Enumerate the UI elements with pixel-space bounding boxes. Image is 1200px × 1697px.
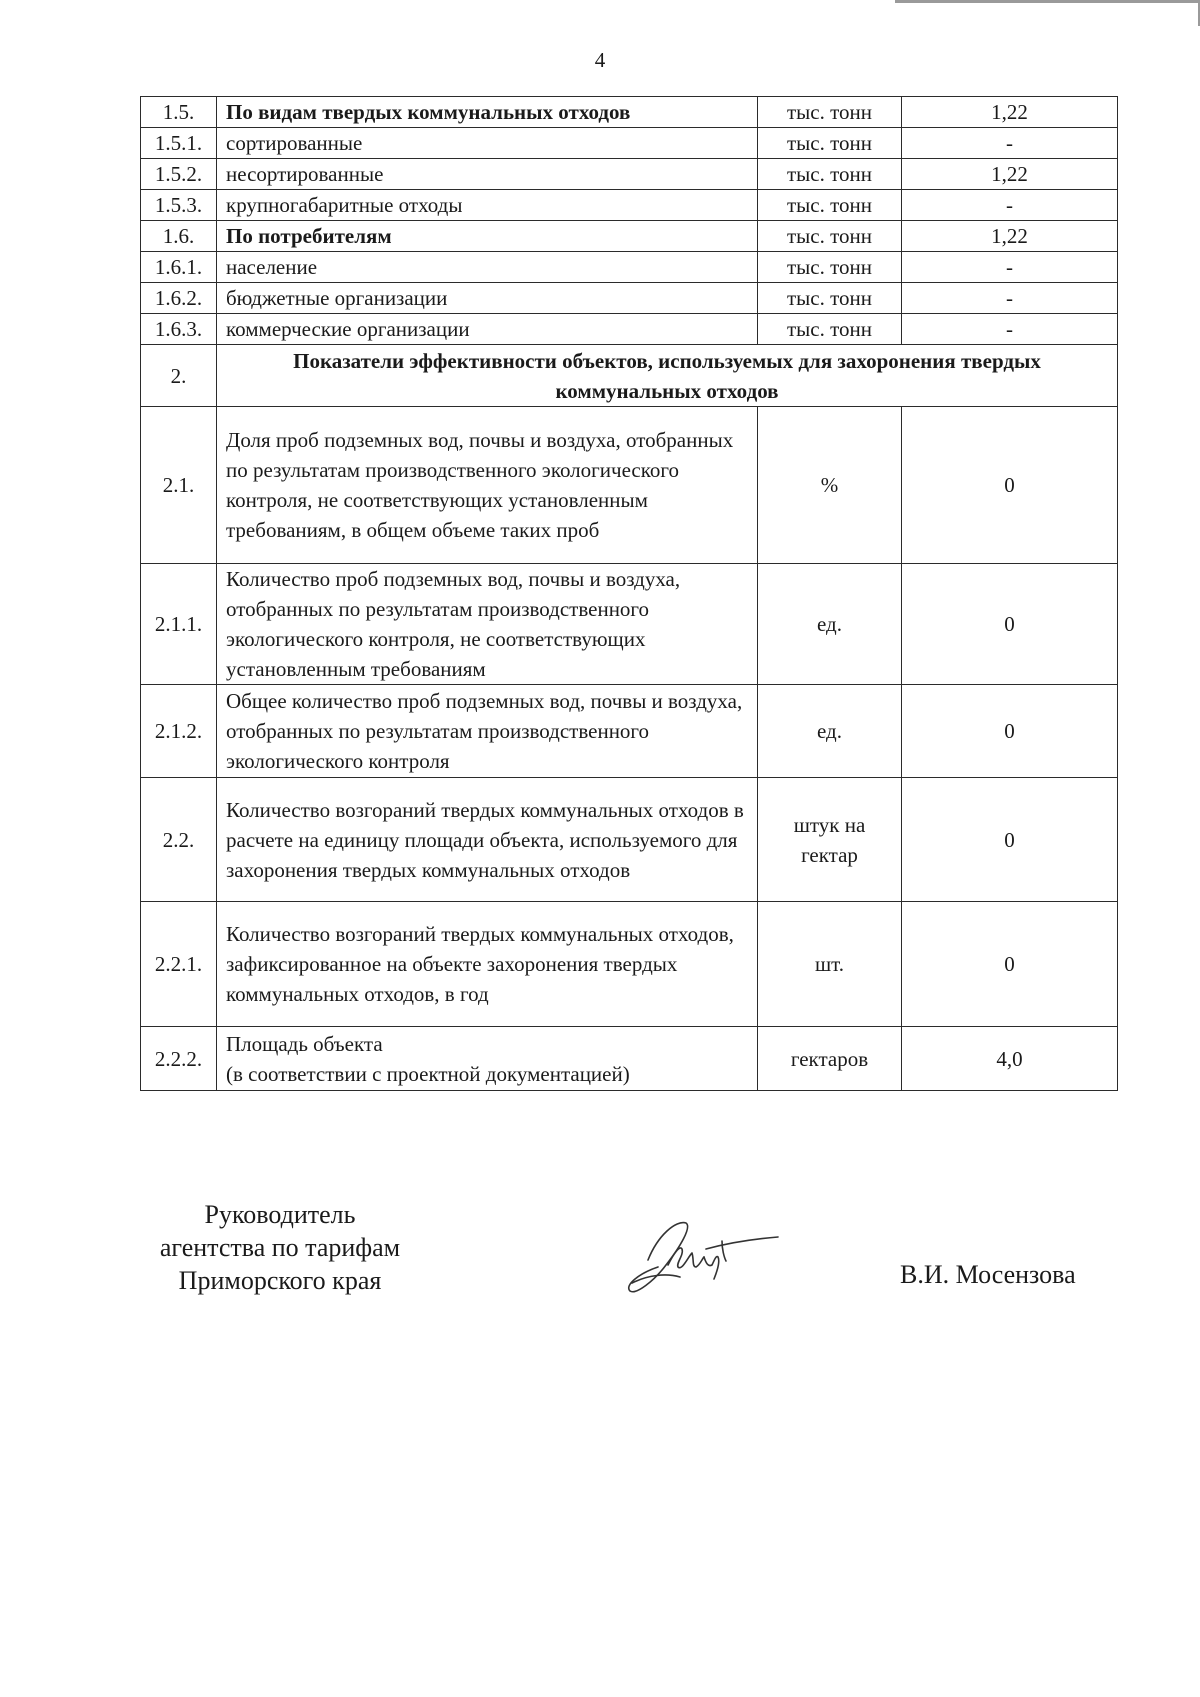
row-number: 1.5. <box>141 97 217 128</box>
row-number: 1.5.2. <box>141 159 217 190</box>
row-unit: тыс. тонн <box>758 128 902 159</box>
scan-edge <box>895 0 1200 3</box>
row-unit: тыс. тонн <box>758 252 902 283</box>
table-row <box>141 221 1118 252</box>
row-value: - <box>902 252 1118 283</box>
table-row <box>141 283 1118 314</box>
row-value: 1,22 <box>902 97 1118 128</box>
row-unit: тыс. тонн <box>758 221 902 252</box>
row-value: 0 <box>902 685 1118 778</box>
row-number: 2.2.1. <box>141 902 217 1027</box>
row-number: 1.5.3. <box>141 190 217 221</box>
table-row <box>141 685 1118 778</box>
row-number: 1.5.1. <box>141 128 217 159</box>
table-row <box>141 314 1118 345</box>
row-name: Количество возгораний твердых коммунальных отходов в расчете на единицу площади объекта, используемого для захоронения твердых коммунальных отходов <box>217 778 758 902</box>
table-row <box>141 407 1118 564</box>
row-number: 2. <box>141 345 217 407</box>
row-name-line: Площадь объекта <box>226 1031 383 1056</box>
section-title: Показатели эффективности объектов, используемых для захоронения твердых коммунальных отходов <box>217 345 1118 407</box>
row-unit: ед. <box>758 564 902 685</box>
row-unit: гектаров <box>758 1027 902 1091</box>
row-number: 1.6.3. <box>141 314 217 345</box>
row-number: 1.6.1. <box>141 252 217 283</box>
row-name: По потребителям <box>217 221 758 252</box>
row-value: 0 <box>902 564 1118 685</box>
row-name: Количество проб подземных вод, почвы и воздуха, отобранных по результатам производственного экологического контроля, не соответствующих установленным требованиям <box>217 564 758 685</box>
row-unit: тыс. тонн <box>758 283 902 314</box>
row-unit: ед. <box>758 685 902 778</box>
table-row <box>141 902 1118 1027</box>
row-name: несортированные <box>217 159 758 190</box>
table-row <box>141 190 1118 221</box>
table-row <box>141 128 1118 159</box>
row-value: - <box>902 314 1118 345</box>
row-unit: шт. <box>758 902 902 1027</box>
signatory-title-line: Приморского края <box>178 1266 382 1295</box>
table-row <box>141 1027 1118 1091</box>
page-number: 4 <box>594 48 606 72</box>
row-number: 1.6.2. <box>141 283 217 314</box>
row-name: Общее количество проб подземных вод, почвы и воздуха, отобранных по результатам производственного экологического контроля <box>217 685 758 778</box>
row-name-line: (в соответствии с проектной документацией) <box>226 1061 630 1086</box>
row-name: По видам твердых коммунальных отходов <box>217 97 758 128</box>
section-row <box>141 345 1118 407</box>
row-value: 0 <box>902 902 1118 1027</box>
table-row <box>141 97 1118 128</box>
row-value: - <box>902 128 1118 159</box>
row-number: 2.1.2. <box>141 685 217 778</box>
row-value: - <box>902 190 1118 221</box>
table-row <box>141 252 1118 283</box>
row-value: - <box>902 283 1118 314</box>
table-row <box>141 778 1118 902</box>
row-value: 0 <box>902 407 1118 564</box>
row-value: 0 <box>902 778 1118 902</box>
row-unit: тыс. тонн <box>758 97 902 128</box>
signatory-title-line: Руководитель <box>204 1200 356 1229</box>
row-number: 2.2. <box>141 778 217 902</box>
row-number: 2.2.2. <box>141 1027 217 1091</box>
row-name: крупногабаритные отходы <box>217 190 758 221</box>
table-row <box>141 159 1118 190</box>
row-name: сортированные <box>217 128 758 159</box>
row-number: 2.1.1. <box>141 564 217 685</box>
row-number: 1.6. <box>141 221 217 252</box>
row-name: коммерческие организации <box>217 314 758 345</box>
row-value: 4,0 <box>902 1027 1118 1091</box>
signer-name: В.И. Мосензова <box>900 1260 1076 1289</box>
row-number: 2.1. <box>141 407 217 564</box>
row-name: Доля проб подземных вод, почвы и воздуха, отобранных по результатам производственного экологического контроля, не соответствующих установленным требованиям, в общем объеме таких проб <box>217 407 758 564</box>
row-name <box>217 1027 758 1091</box>
row-value: 1,22 <box>902 159 1118 190</box>
row-unit: % <box>758 407 902 564</box>
indicators-table <box>140 96 1118 1091</box>
row-unit: тыс. тонн <box>758 190 902 221</box>
row-unit: штук на гектар <box>758 778 902 902</box>
table-row <box>141 564 1118 685</box>
row-name: бюджетные организации <box>217 283 758 314</box>
signatory-title <box>130 1198 430 1297</box>
row-name: Количество возгораний твердых коммунальных отходов, зафиксированное на объекте захоронения твердых коммунальных отходов, в год <box>217 902 758 1027</box>
row-name: население <box>217 252 758 283</box>
row-unit: тыс. тонн <box>758 314 902 345</box>
handwritten-signature <box>618 1205 788 1300</box>
row-value: 1,22 <box>902 221 1118 252</box>
signatory-title-line: агентства по тарифам <box>159 1233 401 1262</box>
row-unit: тыс. тонн <box>758 159 902 190</box>
